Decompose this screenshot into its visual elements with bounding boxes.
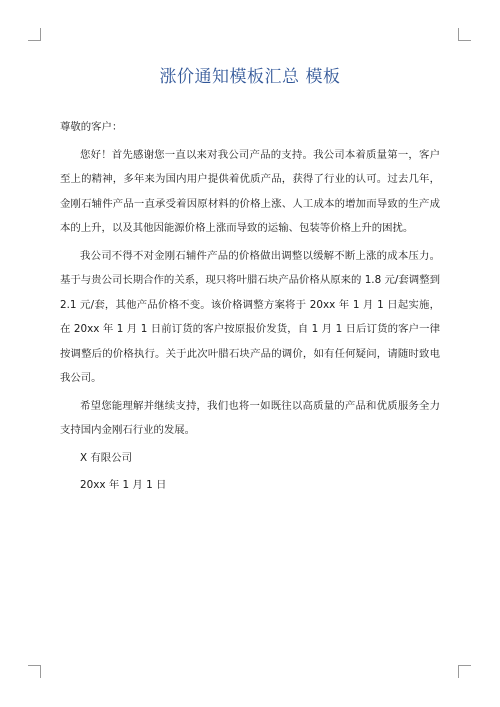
document-title: 涨价通知模板汇总 模板 bbox=[159, 67, 341, 87]
company-signature: X 有限公司 bbox=[80, 451, 132, 464]
page-corner-mark-top-right bbox=[458, 28, 471, 41]
paragraph-2: 我公司不得不对金刚石辅件产品的价格做出调整以缓解不断上涨的成本压力。基于与贵公司长期合作的关系，现只将叶腊石块产品价格从原来的 1.8 元/套调整到 2.1 元/套，其他产品价格不变。该价格调整方案将于 20xx 年 1 月 1 日起实施，在 20xx 年 1 月 1 日前订货的客户按原报价发货，自 1 月 1 日后订货的客户一律按调整后的价格执行。关于此次叶腊石块产品的调价，如有任何疑问，请随时致电我公司。 bbox=[60, 249, 440, 384]
letter-date: 20xx 年 1 月 1 日 bbox=[80, 479, 167, 491]
page-corner-mark-top-left bbox=[28, 28, 41, 41]
page-corner-mark-bottom-right bbox=[458, 665, 471, 678]
paragraph-1: 您好！首先感谢您一直以来对我公司产品的支持。我公司本着质量第一，客户至上的精神，多年来为国内用户提供着优质产品，获得了行业的认可。过去几年，金刚石辅件产品一直承受着因原材料的价格上涨、人工成本的增加而导致的生产成本的上升，以及其他因能源价格上涨而导致的运输、包装等价格上升的困扰。 bbox=[60, 148, 440, 234]
salutation: 尊敬的客户： bbox=[60, 121, 123, 133]
paragraph-3: 希望您能理解并继续支持，我们也将一如既往以高质量的产品和优质服务全力支持国内金刚石行业的发展。 bbox=[60, 399, 440, 436]
page-corner-mark-bottom-left bbox=[28, 665, 41, 678]
document-page bbox=[60, 62, 440, 501]
